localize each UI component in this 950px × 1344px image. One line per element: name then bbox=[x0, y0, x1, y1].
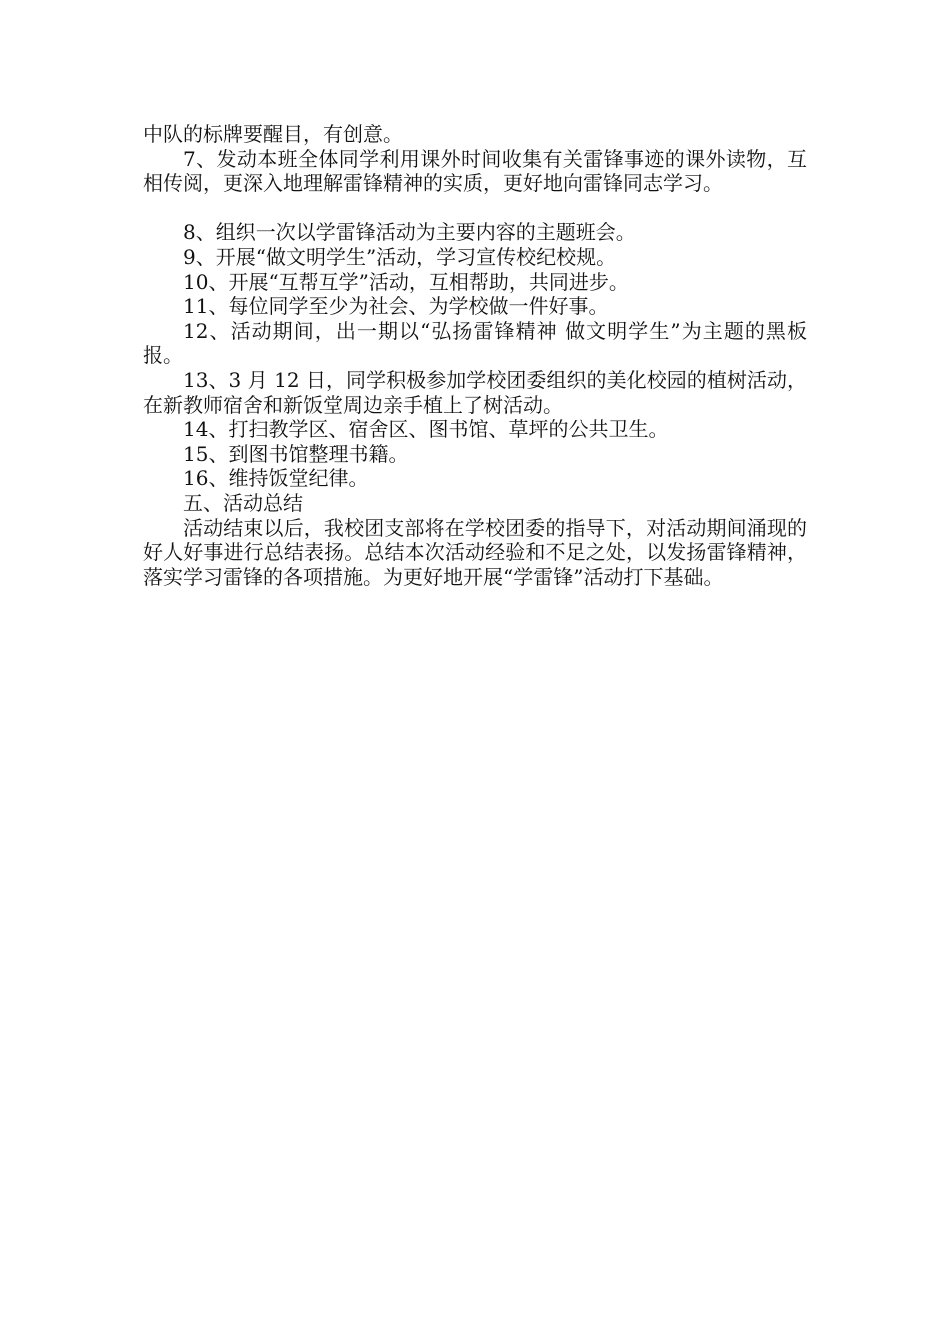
paragraph-item-7: 7、发动本班全体同学利用课外时间收集有关雷锋事迹的课外读物，互相传阅，更深入地理解雷锋精神的实质，更好地向雷锋同志学习。 bbox=[143, 146, 807, 196]
paragraph-item-13: 13、3 月 12 日，同学积极参加学校团委组织的美化校园的植树活动，在新教师宿舍和新饭堂周边亲手植上了树活动。 bbox=[143, 367, 807, 417]
paragraph-item-12: 12、活动期间，出一期以“弘扬雷锋精神 做文明学生”为主题的黑板报。 bbox=[143, 318, 807, 368]
paragraph-summary: 活动结束以后，我校团支部将在学校团委的指导下，对活动期间涌现的好人好事进行总结表扬。总结本次活动经验和不足之处，以发扬雷锋精神，落实学习雷锋的各项措施。为更好地开展“学雷锋”活动打下基础。 bbox=[143, 515, 807, 589]
paragraph-item-9: 9、开展“做文明学生”活动，学习宣传校纪校规。 bbox=[183, 244, 617, 269]
paragraph-continuation: 中队的标牌要醒目，有创意。 bbox=[143, 122, 403, 146]
paragraph-item-11: 11、每位同学至少为社会、为学校做一件好事。 bbox=[183, 294, 609, 319]
section-heading-summary: 五、活动总结 bbox=[183, 490, 303, 515]
paragraph-item-8: 8、组织一次以学雷锋活动为主要内容的主题班会。 bbox=[183, 220, 636, 245]
blank-line bbox=[143, 196, 807, 221]
paragraph-item-10: 10、开展“互帮互学”活动，互相帮助，共同进步。 bbox=[183, 269, 629, 294]
paragraph-item-15: 15、到图书馆整理书籍。 bbox=[183, 441, 409, 466]
paragraph-item-14: 14、打扫教学区、宿舍区、图书馆、草坪的公共卫生。 bbox=[183, 417, 669, 442]
document-body bbox=[143, 122, 807, 589]
paragraph-item-16: 16、维持饭堂纪律。 bbox=[183, 466, 369, 491]
